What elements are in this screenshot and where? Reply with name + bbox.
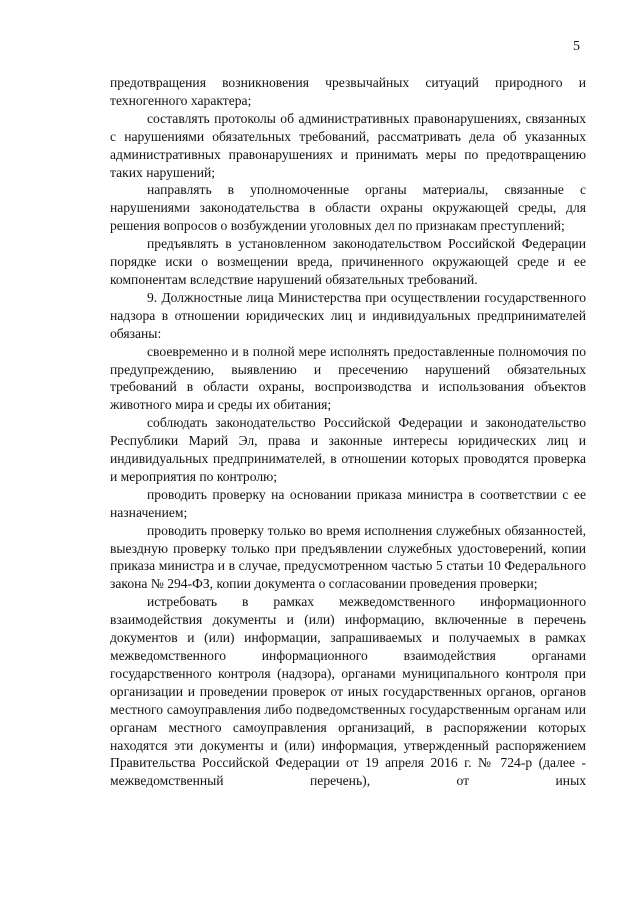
- paragraph: истребовать в рамках межведомственного информационного взаимодействия документы и (или) информацию, включенные в перечень документов и (или) информации, запрашиваемых и получаемых в рамках межведомственного информационного взаимодействия органами государственного контроля (надзора), органами муниципального контроля при организации и проведении проверок от иных государственных органов, органов местного самоуправления либо подведомственных государственным органам или органам местного самоуправления организаций, в распоряжении которых находятся эти документы и (или) информация, утвержденный распоряжением Правительства Российской Федерации от 19 апреля 2016 г. № 724-р (далее - межведомственный перечень), от иных: [110, 594, 586, 789]
- paragraph: составлять протоколы об административных правонарушениях, связанных с нарушениями обязательных требований, рассматривать дела об указанных административных правонарушениях и принимать меры по предотвращению таких нарушений;: [110, 110, 586, 180]
- paragraph: предъявлять в установленном законодательством Российской Федерации порядке иски о возмещении вреда, причиненного окружающей среде и ее компонентам вследствие нарушений обязательных требований.: [110, 236, 586, 287]
- document-body: [110, 74, 586, 790]
- paragraph: направлять в уполномоченные органы материалы, связанные с нарушениями законодательства в области охраны окружающей среды, для решения вопросов о возбуждении уголовных дел по признакам преступлений;: [110, 182, 586, 234]
- paragraph: 9. Должностные лица Министерства при осуществлении государственного надзора в отношении юридических лиц и индивидуальных предпринимателей обязаны:: [110, 289, 586, 341]
- paragraph: предотвращения возникновения чрезвычайных ситуаций природного и техногенного характера;: [110, 75, 586, 108]
- paragraph: проводить проверку на основании приказа министра в соответствии с ее назначением;: [110, 486, 586, 520]
- paragraph: своевременно и в полной мере исполнять предоставленные полномочия по предупреждению, выявлению и пресечению нарушений обязательных требований в области охраны, воспроизводства и использования объектов животного мира и среды их обитания;: [110, 343, 586, 413]
- paragraph: соблюдать законодательство Российской Федерации и законодательство Республики Марий Эл, права и законные интересы юридических лиц и индивидуальных предпринимателей, в отношении которых проводятся проверка и мероприятия по контролю;: [110, 415, 586, 484]
- page-number: 5: [573, 39, 580, 54]
- paragraph: проводить проверку только во время исполнения служебных обязанностей, выездную проверку только при предъявлении служебных удостоверений, копии приказа министра и в случае, предусмотренном частью 5 статьи 10 Федерального закона № 294-ФЗ, копии документа о согласовании проведения проверки;: [110, 522, 586, 592]
